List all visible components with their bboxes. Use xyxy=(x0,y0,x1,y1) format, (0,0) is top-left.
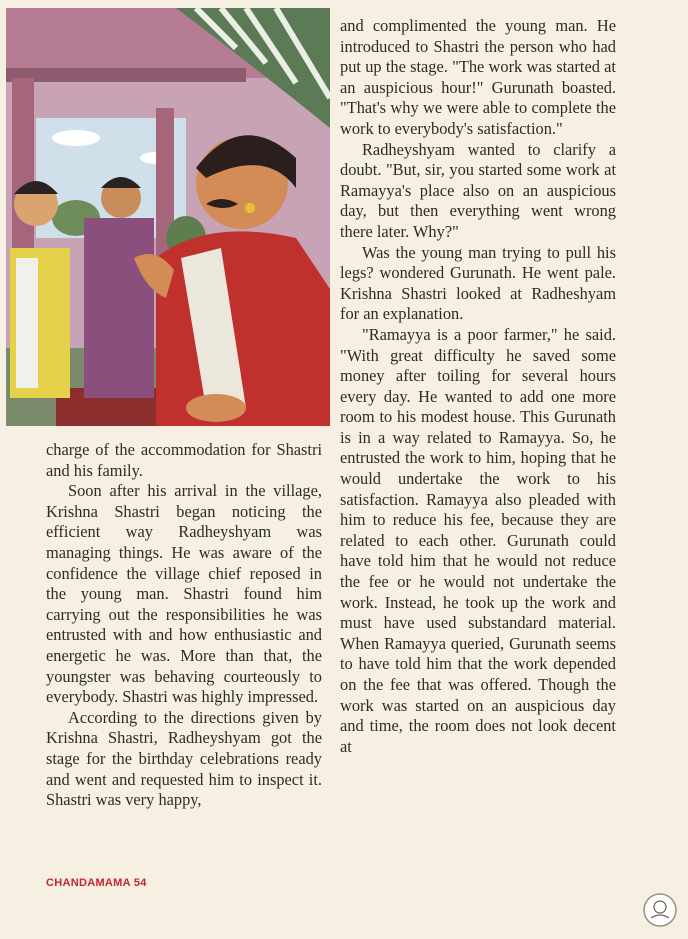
right-text-column xyxy=(340,16,616,757)
paragraph: "Ramayya is a poor farmer," he said. "With great difficulty he saved some money after toiling for several hours every day. He wanted to add one more room to his modest house. This Gurunath is in a way related to Ramayya. So, he entrusted the work to him, hoping that he would undertake the work to his satisfaction. Ramayya also pleaded with him to reduce his fee, because they are related to each other. Gurunath could have told him that he would not reduce the fee or he would not undertake the work. Instead, he took up the work and must have used substandard material. When Ramayya queried, Gurunath seems to have told him that the work depended on the fee that was offered. Though the work was started on an auspicious day and time, the room does not look decent at xyxy=(340,324,616,756)
left-text-column xyxy=(46,440,322,811)
library-stamp-icon xyxy=(642,892,678,928)
illustration-drawing xyxy=(6,8,330,426)
story-illustration xyxy=(6,8,330,426)
paragraph: charge of the accommodation for Shastri and his family. xyxy=(46,440,322,480)
paragraph: Was the young man trying to pull his legs? wondered Gurunath. He went pale. Krishna Shastri looked at Radheshyam for an explanation. xyxy=(340,242,616,324)
paragraph: and complimented the young man. He introduced to Shastri the person who had put up the stage. "The work was started at an auspicious hour!" Gurunath boasted. "That's why we were able to complete the work to everybody's satisfaction." xyxy=(340,16,616,138)
page-footer-label: CHANDAMAMA 54 xyxy=(46,877,147,889)
paragraph: Soon after his arrival in the village, Krishna Shastri began noticing the efficient way Radheyshyam was managing things. He was aware of the confidence the village chief reposed in the young man. Shastri found him carrying out the responsibilities he was entrusted with and how enthusiastic and energetic he was. More than that, the youngster was behaving courteously to everybody. Shastri was highly impressed. xyxy=(46,481,322,707)
paragraph: According to the directions given by Krishna Shastri, Radheyshyam got the stage for the birthday celebrations ready and went and requested him to inspect it. Shastri was very happy, xyxy=(46,707,322,810)
paragraph: Radheyshyam wanted to clarify a doubt. "But, sir, you started some work at Ramayya's place also on an auspicious day, but then everything went wrong there later. Why?" xyxy=(340,139,616,241)
